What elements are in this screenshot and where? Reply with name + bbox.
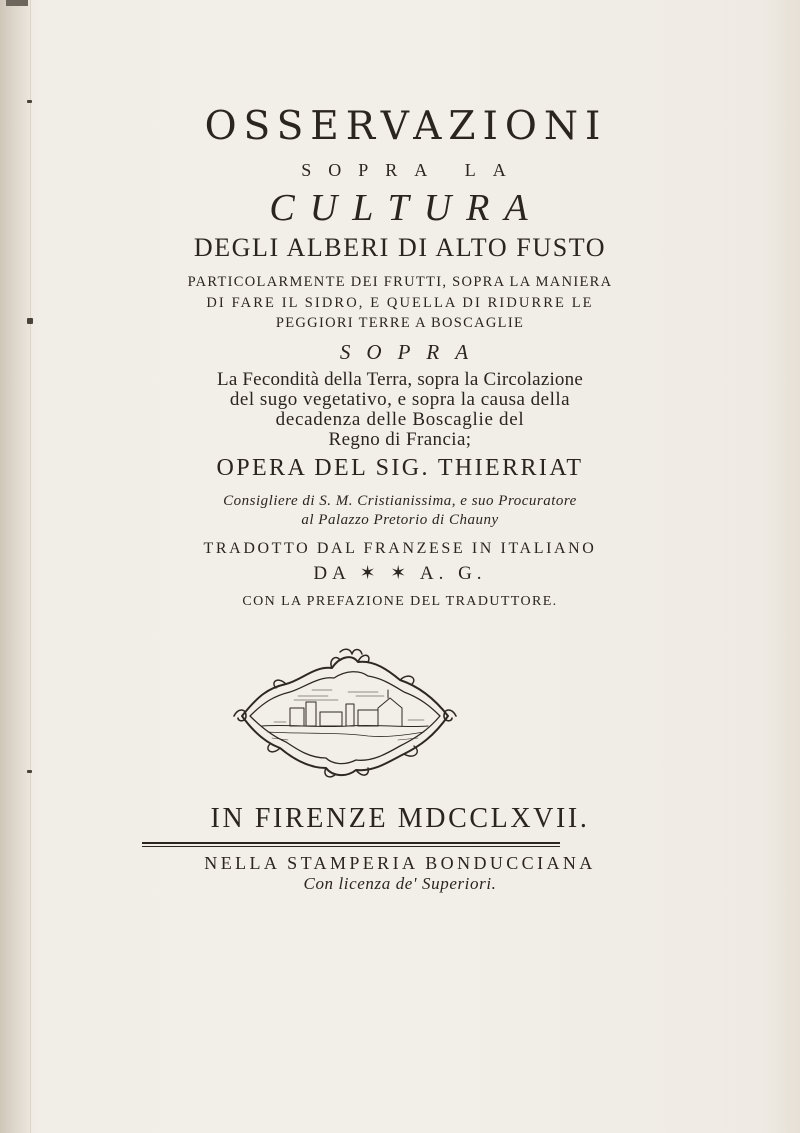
subtitle-line-2: DI FARE IL SIDRO, E QUELLA DI RIDURRE LE (206, 295, 594, 311)
imprint-rule (142, 846, 560, 847)
subject-line-1: La Fecondità della Terra, sopra la Circolazione (217, 369, 583, 390)
main-title: OSSERVAZIONI (204, 104, 608, 149)
imprint-rule (142, 842, 560, 844)
binding-stitch (27, 100, 32, 103)
imprint-license: Con licenza de' Superiori. (303, 874, 497, 893)
subject-line-3: decadenza delle Boscaglie del (275, 409, 525, 430)
translator-initials: DA ✶ ✶ A. G. (313, 563, 487, 584)
title-degli-alberi: DEGLI ALBERI DI ALTO FUSTO (193, 233, 607, 262)
imprint-place-date: IN FIRENZE MDCCLXVII. (210, 803, 590, 834)
imprint-printer: NELLA STAMPERIA BONDUCCIANA (204, 853, 596, 873)
subject-line-4: Regno di Francia; (328, 429, 472, 450)
title-connector: SOPRA LA (301, 160, 523, 180)
cartouche-vignette (228, 646, 462, 780)
author-role-2: al Palazzo Pretorio di Chauny (301, 512, 499, 528)
subject-line-2: del sugo vegetativo, e sopra la causa della (229, 389, 571, 410)
subtitle-line-1: PARTICOLARMENTE DEI FRUTTI, SOPRA LA MANIERA (187, 274, 613, 290)
binding-stitch (27, 770, 32, 773)
subtitle-line-3: PEGGIORI TERRE A BOSCAGLIE (275, 315, 525, 331)
preface-line: CON LA PREFAZIONE DEL TRADUTTORE. (242, 594, 558, 609)
translation-line: TRADOTTO DAL FRANZESE IN ITALIANO (203, 540, 597, 557)
title-cultura: CULTURA (269, 187, 543, 229)
sopra-heading: SOPRA (339, 340, 485, 364)
book-edge (6, 0, 28, 6)
author-role-1: Consigliere di S. M. Cristianissima, e suo Procuratore (223, 493, 577, 509)
author-line: OPERA DEL SIG. THIERRIAT (216, 455, 584, 481)
